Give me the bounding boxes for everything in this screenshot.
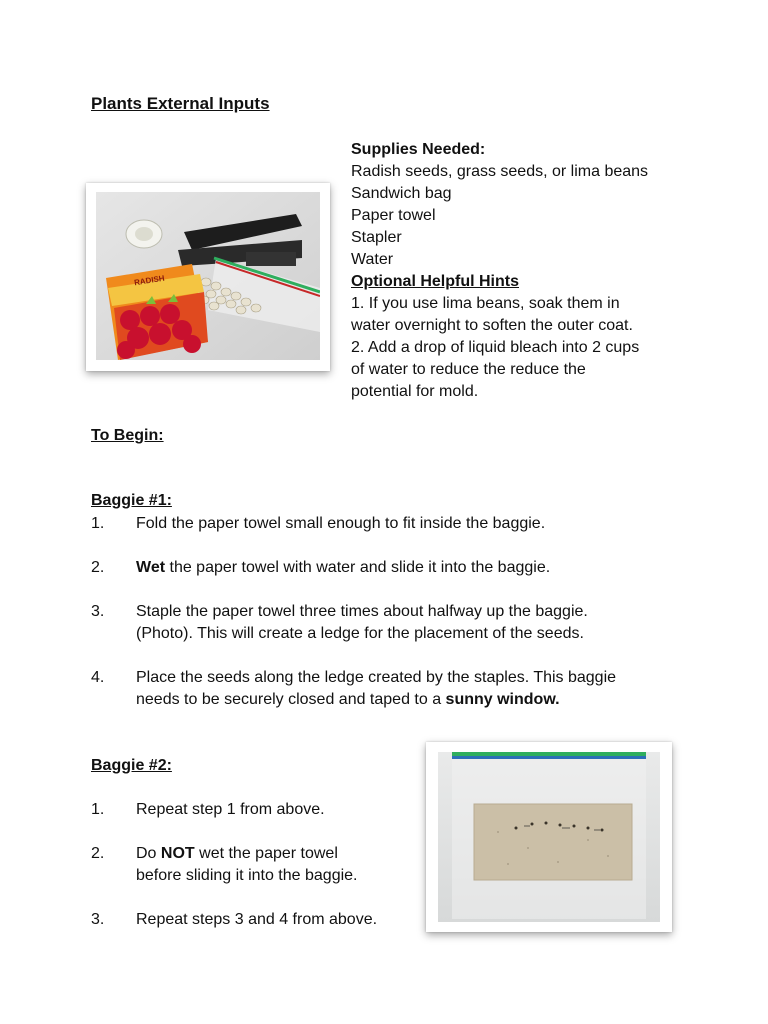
supply-item: Stapler xyxy=(351,229,402,246)
step-text-post: wet the paper towel xyxy=(194,845,338,862)
step-number: 3. xyxy=(91,603,105,620)
hint-line: 2. Add a drop of liquid bleach into 2 cups xyxy=(351,339,640,356)
hint-line: 1. If you use lima beans, soak them in xyxy=(351,295,620,312)
step-number: 4. xyxy=(91,669,105,686)
baggie-illustration xyxy=(438,752,660,922)
step-text-pre: needs to be securely closed and taped to a xyxy=(136,691,446,708)
supply-item: Sandwich bag xyxy=(351,185,452,202)
step-text: Repeat step 1 from above. xyxy=(136,801,325,818)
baggie-photo xyxy=(426,742,672,932)
page-title: Plants External Inputs xyxy=(91,94,270,113)
step-number: 2. xyxy=(91,559,105,576)
step-text: Place the seeds along the ledge created by the staples. This baggie xyxy=(136,669,617,686)
hint-line: of water to reduce the reduce the xyxy=(351,361,586,378)
supply-item: Water xyxy=(351,251,394,268)
step-text: (Photo). This will create a ledge for the placement of the seeds. xyxy=(136,625,584,642)
baggie1-heading: Baggie #1: xyxy=(91,492,172,509)
step-text: Repeat steps 3 and 4 from above. xyxy=(136,911,378,928)
seed-packet-label: RADISH xyxy=(133,273,166,288)
supply-item: Radish seeds, grass seeds, or lima beans xyxy=(351,163,649,180)
to-begin-heading: To Begin: xyxy=(91,427,164,444)
supplies-photo xyxy=(86,183,330,371)
step-text: Fold the paper towel small enough to fit inside the baggie. xyxy=(136,515,546,532)
step-text: before sliding it into the baggie. xyxy=(136,867,358,884)
step-text-pre: Do xyxy=(136,845,161,862)
step-number: 2. xyxy=(91,845,105,862)
step-number: 1. xyxy=(91,801,105,818)
bold-not: NOT xyxy=(160,845,195,862)
hints-heading: Optional Helpful Hints xyxy=(351,273,519,290)
step-text xyxy=(136,689,560,711)
bold-sunny-window: sunny window. xyxy=(445,691,560,708)
supplies-illustration xyxy=(96,192,320,360)
baggie2-heading: Baggie #2: xyxy=(91,757,172,774)
bold-wet: Wet xyxy=(136,559,166,576)
step-text: Staple the paper towel three times about halfway up the baggie. xyxy=(136,603,588,620)
step-text-rest: the paper towel with water and slide it into the baggie. xyxy=(165,559,551,576)
supplies-heading: Supplies Needed: xyxy=(351,141,486,158)
hint-line: potential for mold. xyxy=(351,383,479,400)
supply-item: Paper towel xyxy=(351,207,436,224)
step-number: 1. xyxy=(91,515,105,532)
hint-line: water overnight to soften the outer coat. xyxy=(351,317,633,334)
step-text xyxy=(136,557,550,579)
step-text xyxy=(136,843,338,865)
step-number: 3. xyxy=(91,911,105,928)
